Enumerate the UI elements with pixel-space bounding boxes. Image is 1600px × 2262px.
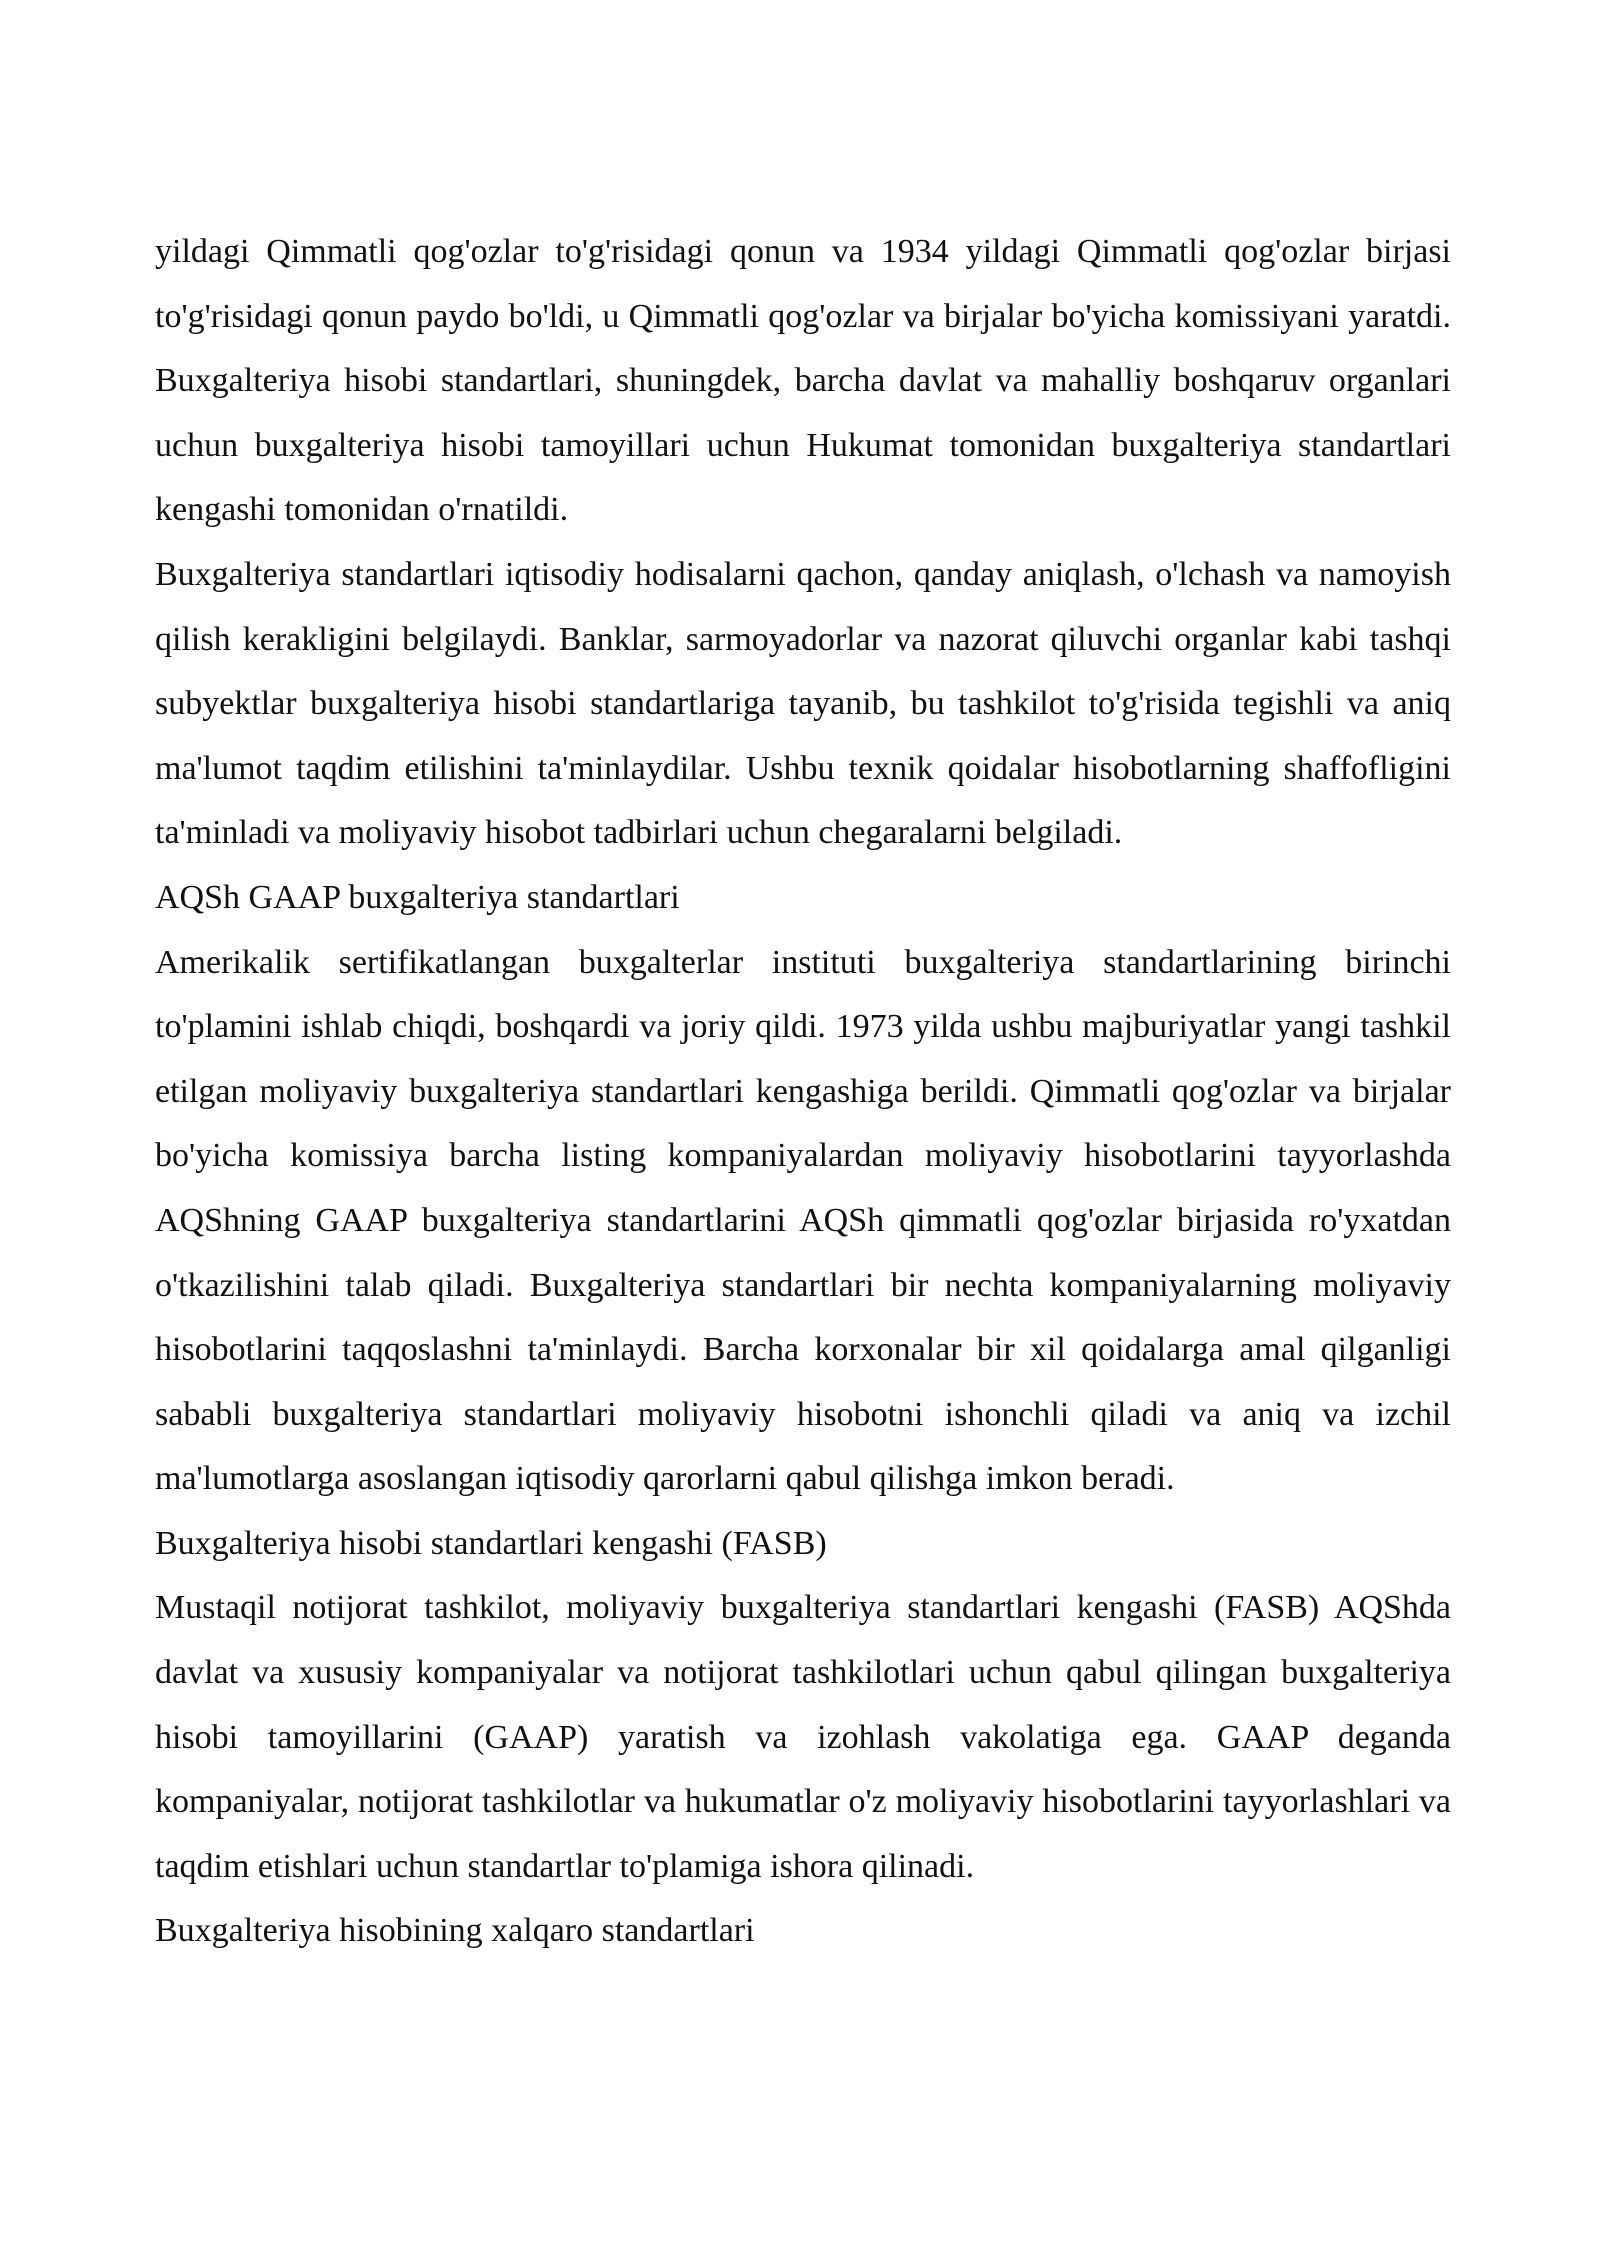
section-heading: Buxgalteriya hisobi standartlari kengashi (FASB) <box>155 1524 827 1562</box>
document-body <box>155 220 1451 1964</box>
body-paragraph: Mustaqil notijorat tashkilot, moliyaviy buxgalteriya standartlari kengashi (FASB) AQShda davlat va xususiy kompaniyalar va notijorat tashkilotlari uchun qabul qilingan buxgalteriya hisobi tamoyillarini (GAAP) yaratish va izohlash vakolatiga ega. GAAP deganda kompaniyalar, notijorat tashkilotlar va hukumatlar o'z moliyaviy hisobotlarini tayyorlashlari va taqdim etishlari uchun standartlar to'plamiga ishora qilinadi. <box>155 1589 1451 1885</box>
body-paragraph: Buxgalteriya standartlari iqtisodiy hodisalarni qachon, qanday aniqlash, o'lchash va namoyish qilish kerakligini belgilaydi. Banklar, sarmoyadorlar va nazorat qiluvchi organlar kabi tashqi subyektlar buxgalteriya hisobi standartlariga tayanib, bu tashkilot to'g'risida tegishli va aniq ma'lumot taqdim etilishini ta'minlaydilar. Ushbu texnik qoidalar hisobotlarning shaffofligini ta'minladi va moliyaviy hisobot tadbirlari uchun chegaralarni belgiladi. <box>155 555 1451 852</box>
section-heading: AQSh GAAP buxgalteriya standartlari <box>155 878 680 916</box>
body-paragraph: yildagi Qimmatli qog'ozlar to'g'risidagi qonun va 1934 yildagi Qimmatli qog'ozlar birjasi to'g'risidagi qonun paydo bo'ldi, u Qimmatli qog'ozlar va birjalar bo'yicha komissiyani yaratdi. Buxgalteriya hisobi standartlari, shuningdek, barcha davlat va mahalliy boshqaruv organlari uchun buxgalteriya hisobi tamoyillari uchun Hukumat tomonidan buxgalteriya standartlari kengashi tomonidan o'rnatildi. <box>155 233 1451 529</box>
body-paragraph: Amerikalik sertifikatlangan buxgalterlar instituti buxgalteriya standartlarining birinchi to'plamini ishlab chiqdi, boshqardi va joriy qildi. 1973 yilda ushbu majburiyatlar yangi tashkil etilgan moliyaviy buxgalteriya standartlari kengashiga berildi. Qimmatli qog'ozlar va birjalar bo'yicha komissiya barcha listing kompaniyalardan moliyaviy hisobotlarini tayyorlashda AQShning GAAP buxgalteriya standartlarini AQSh qimmatli qog'ozlar birjasida ro'yxatdan o'tkazilishini talab qiladi. Buxgalteriya standartlari bir nechta kompaniyalarning moliyaviy hisobotlarini taqqoslashni ta'minlaydi. Barcha korxonalar bir xil qoidalarga amal qilganligi sababli buxgalteriya standartlari moliyaviy hisobotni ishonchli qiladi va aniq va izchil ma'lumotlarga asoslangan iqtisodiy qarorlarni qabul qilishga imkon beradi. <box>155 943 1451 1498</box>
section-heading: Buxgalteriya hisobining xalqaro standartlari <box>155 1912 755 1950</box>
